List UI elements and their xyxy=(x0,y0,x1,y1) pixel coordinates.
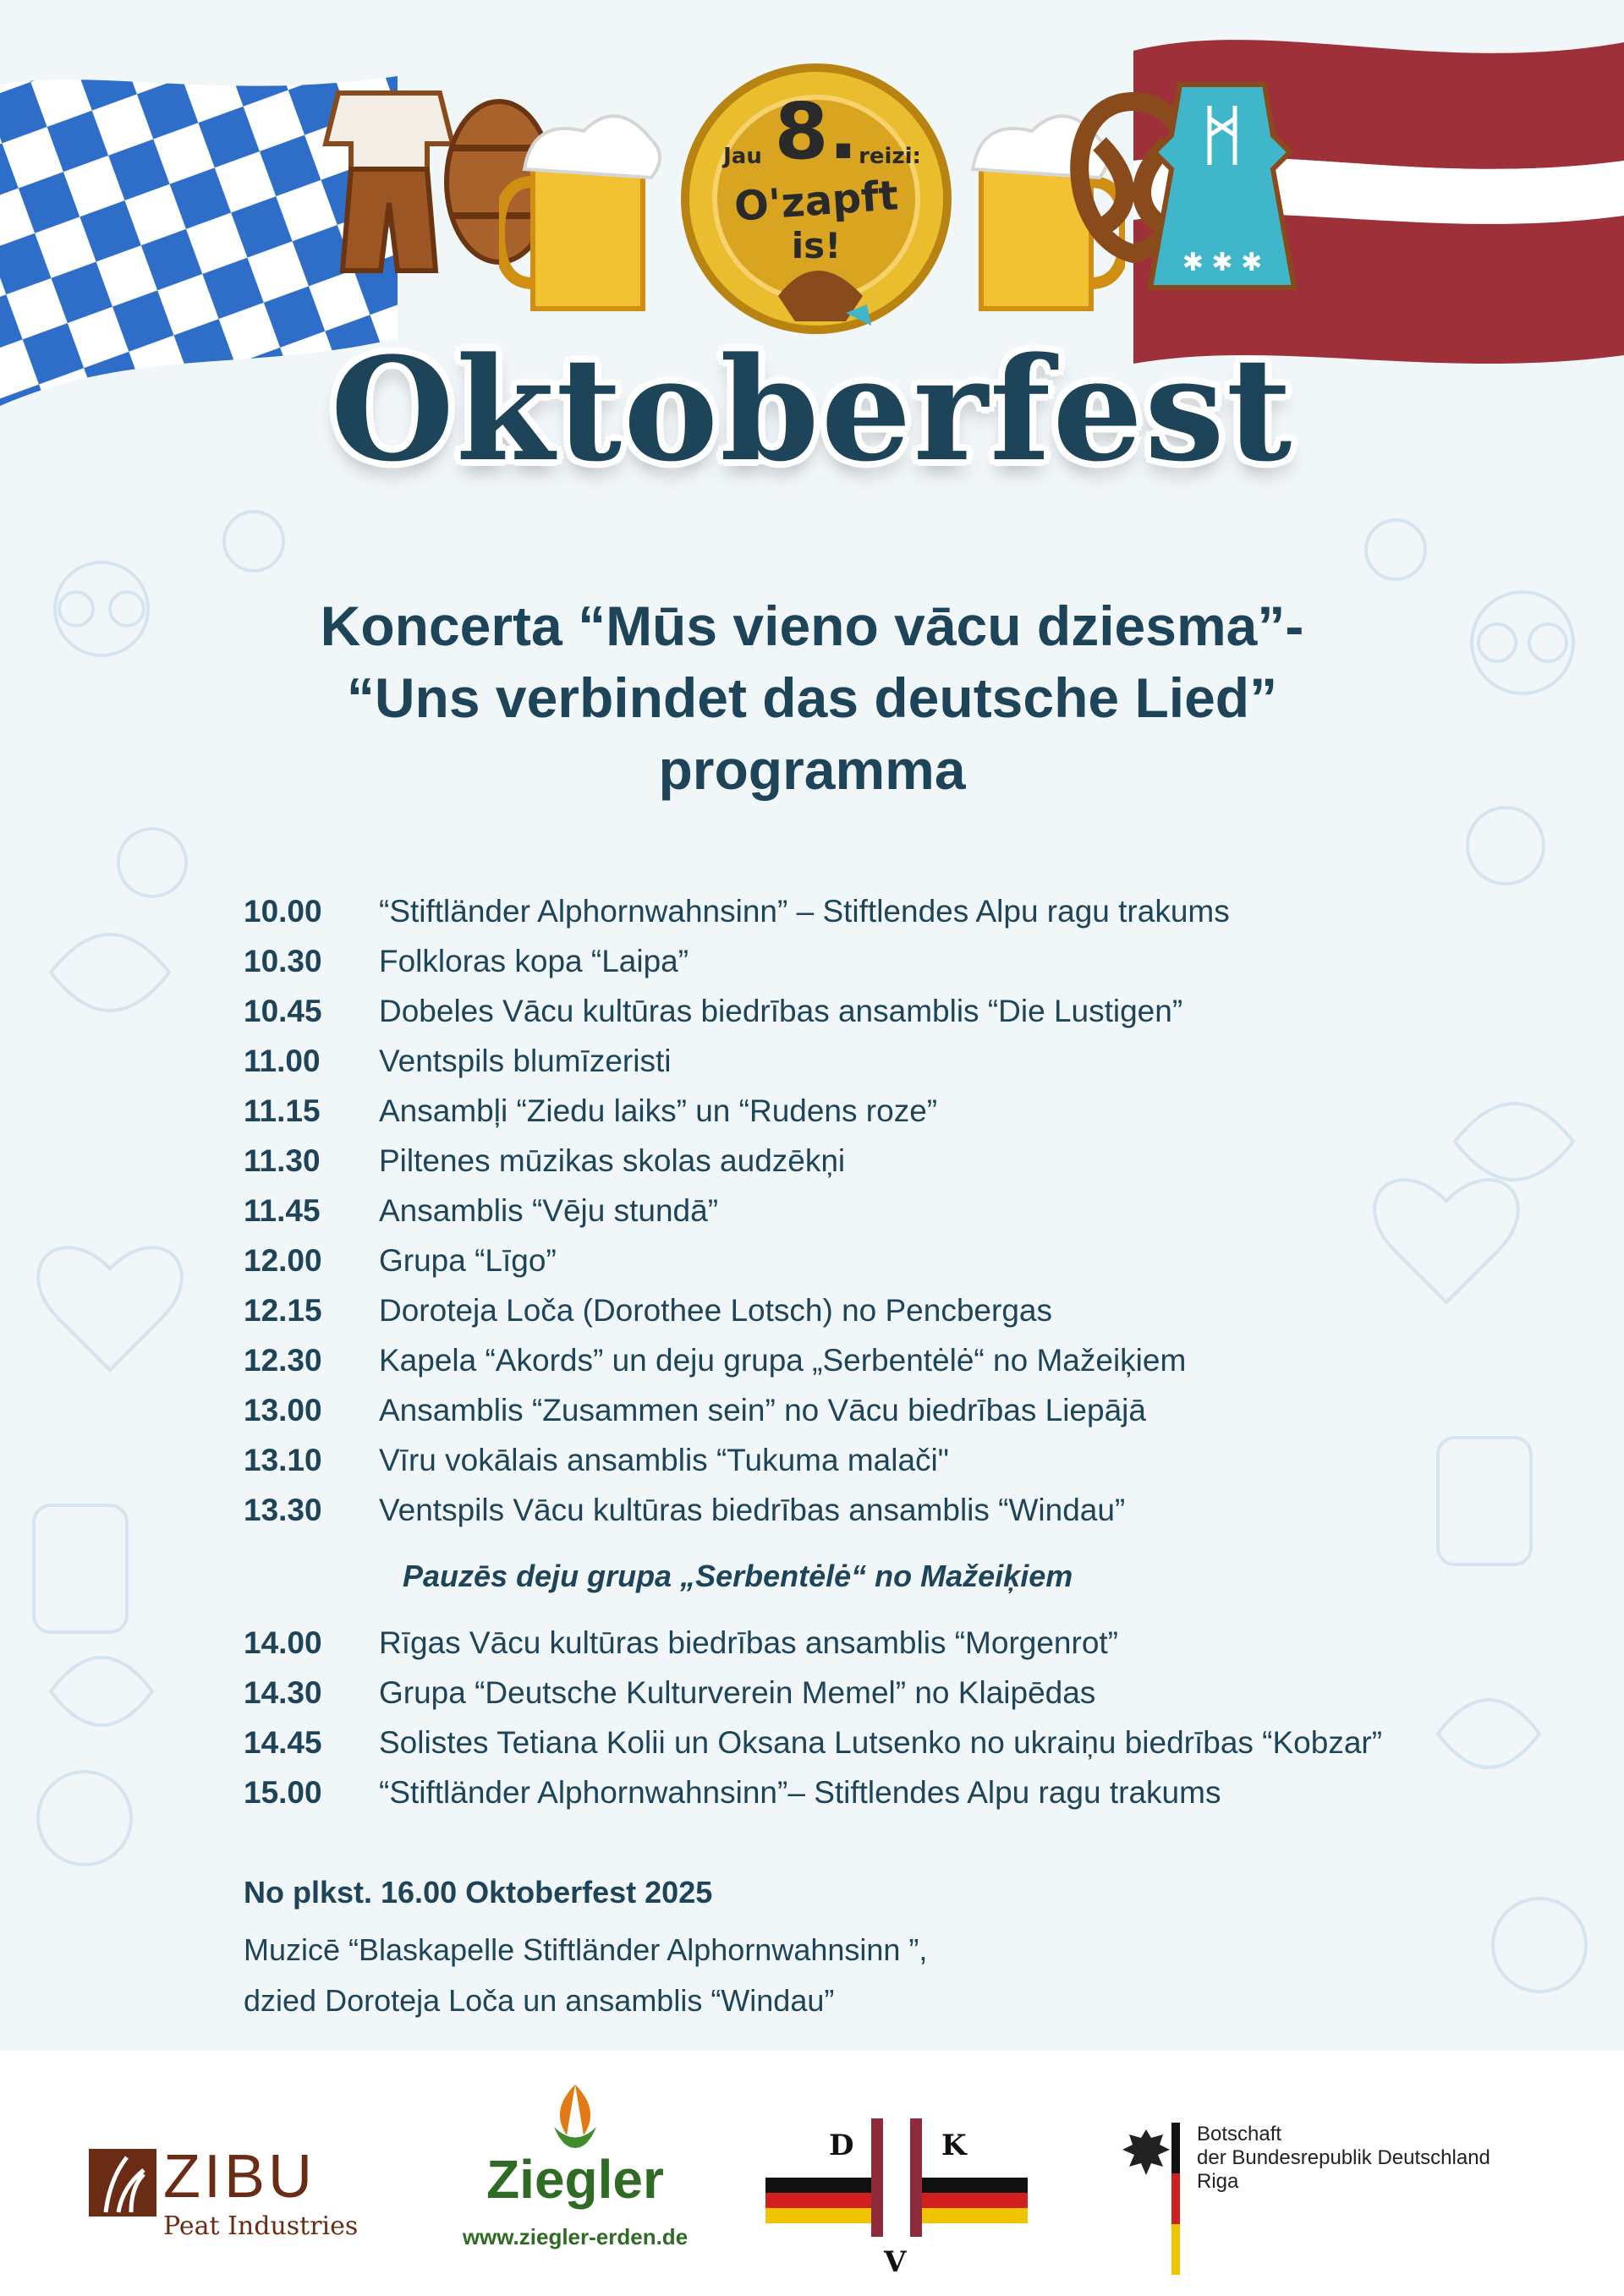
program-act: Ansamblis “Vēju stundā” xyxy=(379,1193,719,1228)
badge-times: reizi: xyxy=(859,144,921,169)
lederhosen-cookie-icon xyxy=(321,76,457,288)
embassy-line3: Riga xyxy=(1197,2170,1239,2193)
program-act: Ventspils blumīzeristi xyxy=(379,1044,672,1078)
program-act: “Stiftländer Alphornwahnsinn” – Stiftlendes Alpu ragu trakums xyxy=(379,894,1230,929)
program-act: Rīgas Vācu kultūras biedrības ansamblis “Morgenrot” xyxy=(379,1625,1118,1660)
program-act: Solistes Tetiana Kolii un Oksana Lutsenko no ukraiņu biedrības “Kobzar” xyxy=(379,1725,1383,1760)
program-time: 14.45 xyxy=(244,1725,322,1760)
dkv-bars xyxy=(871,2118,922,2237)
program-row xyxy=(244,1622,1118,1664)
program-row xyxy=(244,940,689,983)
program-act: Dobeles Vācu kultūras biedrības ansamblis “Die Lustigen” xyxy=(379,994,1183,1028)
embassy-flag-gold xyxy=(1171,2224,1180,2275)
program-time: 11.00 xyxy=(244,1044,321,1078)
program-act: Folkloras kopa “Laipa” xyxy=(379,944,689,978)
concert-heading-line1: Koncerta “Mūs vieno vācu dziesma”- xyxy=(320,595,1304,657)
program-row xyxy=(244,890,1230,933)
program-time: 13.30 xyxy=(244,1493,322,1527)
program-row xyxy=(244,1290,1052,1332)
badge-slogan: O'zapft xyxy=(732,172,900,231)
badge-prefix: Jau xyxy=(723,144,762,169)
zibu-grass-icon xyxy=(89,2149,156,2217)
dirndl-cookie-icon xyxy=(1142,72,1303,300)
program-time: 14.30 xyxy=(244,1675,322,1710)
dkv-letter-k: K xyxy=(941,2129,967,2162)
program-row xyxy=(244,1389,1146,1432)
ziegler-name: Ziegler xyxy=(486,2149,664,2210)
evening-line2: dzied Doroteja Loča un ansamblis “Windau” xyxy=(244,1983,835,2018)
program-row xyxy=(244,1340,1186,1382)
program-row xyxy=(244,1722,1382,1764)
program-time: 12.15 xyxy=(244,1293,322,1328)
program-act: Ansambļi “Ziedu laiks” un “Rudens roze” xyxy=(379,1093,938,1128)
program-time: 13.10 xyxy=(244,1443,322,1477)
beer-mug-left-icon xyxy=(499,106,685,317)
embassy-logo xyxy=(1116,2123,1556,2275)
evening-headline: No plkst. 16.00 Oktoberfest 2025 xyxy=(244,1875,713,1910)
program-time: 11.15 xyxy=(244,1093,321,1128)
program-act: Ansamblis “Zusammen sein” no Vācu biedrības Liepājā xyxy=(379,1393,1146,1427)
program-row xyxy=(244,1040,671,1082)
program-act: Grupa “Deutsche Kulturverein Memel” no Klaipēdas xyxy=(379,1675,1096,1710)
embassy-flag-black xyxy=(1171,2123,1180,2173)
zibu-name: ZIBU xyxy=(163,2143,316,2211)
program-time: 10.00 xyxy=(244,894,322,929)
zibu-subtitle: Peat Industries xyxy=(163,2211,359,2241)
program-row xyxy=(244,1140,845,1182)
program-row xyxy=(244,1672,1095,1714)
dkv-logo xyxy=(765,2118,1028,2288)
program-time: 12.30 xyxy=(244,1343,322,1378)
program-time: 10.45 xyxy=(244,994,322,1028)
program-row xyxy=(244,990,1182,1033)
dkv-letter-d: D xyxy=(829,2129,854,2162)
program-time: 15.00 xyxy=(244,1775,322,1810)
program-time: 11.45 xyxy=(244,1193,321,1228)
program-act: “Stiftländer Alphornwahnsinn”– Stiftlendes Alpu ragu trakums xyxy=(379,1775,1221,1810)
program-act: Piltenes mūzikas skolas audzēkņi xyxy=(379,1143,846,1178)
program-time: 13.00 xyxy=(244,1393,322,1427)
program-row xyxy=(244,1772,1221,1814)
embassy-flag-red xyxy=(1171,2173,1180,2224)
program-act: Doroteja Loča (Dorothee Lotsch) no Pencbergas xyxy=(379,1293,1052,1328)
program-time: 11.30 xyxy=(244,1143,321,1178)
embassy-line1: Botschaft xyxy=(1197,2123,1282,2145)
concert-heading-line2: “Uns verbindet das deutsche Lied” xyxy=(346,666,1278,729)
concert-heading-line3: programma xyxy=(658,738,966,801)
program-row xyxy=(244,1489,1125,1532)
ziegler-url: www.ziegler-erden.de xyxy=(462,2224,689,2249)
dkv-letter-v: V xyxy=(884,2245,907,2279)
svg-text:✱ ✱ ✱: ✱ ✱ ✱ xyxy=(1182,248,1263,277)
program-time: 10.30 xyxy=(244,944,322,978)
ziegler-logo xyxy=(440,2080,710,2275)
eagle-icon xyxy=(1116,2123,1176,2182)
program-act: Vīru vokālais ansamblis “Tukuma malači" xyxy=(379,1443,949,1477)
program-time: 14.00 xyxy=(244,1625,322,1660)
badge-slogan-end: is! xyxy=(791,225,842,266)
sponsor-bar xyxy=(0,2051,1624,2296)
program-row xyxy=(244,1439,949,1482)
program-act: Grupa “Līgo” xyxy=(379,1243,557,1278)
program-row xyxy=(244,1190,718,1232)
program-row xyxy=(244,1090,937,1132)
header xyxy=(0,0,1624,541)
anniversary-badge xyxy=(677,59,956,338)
zibu-logo xyxy=(89,2144,368,2245)
program-row xyxy=(244,1240,557,1282)
event-title: Oktoberfest xyxy=(330,326,1294,493)
pause-note: Pauzēs deju grupa „Serbentėlė“ no Mažeiķiem xyxy=(403,1559,1073,1593)
embassy-line2: der Bundesrepublik Deutschland xyxy=(1197,2146,1490,2169)
ziegler-leaf-icon xyxy=(541,2080,609,2148)
program-act: Ventspils Vācu kultūras biedrības ansamblis “Windau” xyxy=(379,1493,1126,1527)
badge-number: 8. xyxy=(774,86,859,177)
program-time: 12.00 xyxy=(244,1243,322,1278)
evening-line1: Muzicē “Blaskapelle Stiftländer Alphornwahnsinn ”, xyxy=(244,1932,928,1967)
program-act: Kapela “Akords” un deju grupa „Serbentėlė“ no Mažeiķiem xyxy=(379,1343,1187,1378)
